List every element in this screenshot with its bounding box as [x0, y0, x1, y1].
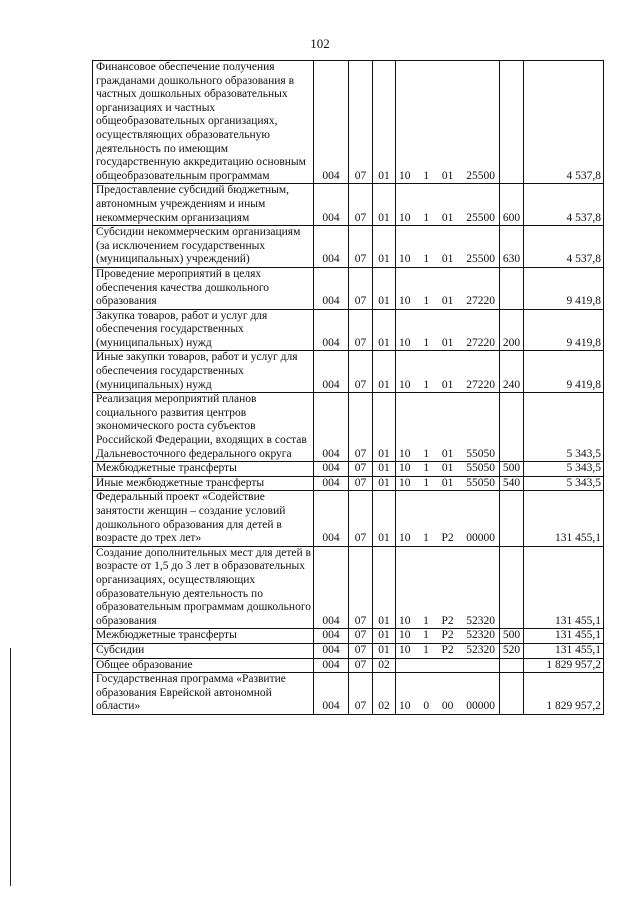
target-article-part: 1 — [423, 169, 430, 182]
target-article-code — [396, 546, 500, 629]
target-article-part: 10 — [399, 614, 411, 627]
table-row — [93, 61, 604, 184]
subsection-code: 01 — [373, 643, 396, 658]
subsection-code: 01 — [373, 226, 396, 268]
ministry-code: 004 — [314, 184, 349, 226]
target-article-part: 00 — [441, 700, 454, 713]
expense-type-code — [500, 546, 524, 629]
subsection-code: 01 — [373, 462, 396, 477]
row-name: Создание дополнительных мест для детей в возрасте от 1,5 до 3 лет в образовательных организациях, осуществляющих образовательную деятельность по образовательным программам дошкольного образования — [93, 546, 314, 629]
amount: 131 455,1 — [524, 643, 604, 658]
ministry-code: 004 — [314, 673, 349, 715]
row-name: Межбюджетные трансферты — [93, 462, 314, 477]
expense-type-code: 500 — [500, 462, 524, 477]
section-code: 07 — [349, 309, 373, 351]
expense-type-code — [500, 658, 524, 673]
amount: 1 829 957,2 — [524, 658, 604, 673]
section-code: 07 — [349, 629, 373, 644]
table-row — [93, 226, 604, 268]
target-article-part: 1 — [423, 336, 430, 349]
amount: 131 455,1 — [524, 629, 604, 644]
table-row — [93, 184, 604, 226]
target-article-part: 27220 — [466, 336, 495, 349]
target-article-part: 25500 — [466, 169, 495, 182]
subsection-code: 01 — [373, 629, 396, 644]
target-article-part: 1 — [423, 378, 430, 391]
target-article-part: 27220 — [466, 378, 495, 391]
table-row — [93, 546, 604, 629]
target-article-part: 52320 — [466, 643, 495, 656]
amount: 9 419,8 — [524, 351, 604, 393]
ministry-code: 004 — [314, 351, 349, 393]
table-row — [93, 643, 604, 658]
ministry-code: 004 — [314, 658, 349, 673]
amount: 4 537,8 — [524, 226, 604, 268]
target-article-part: 10 — [399, 700, 411, 713]
target-article-part: 1 — [423, 253, 430, 266]
target-article-part: 0 — [423, 700, 430, 713]
ministry-code: 004 — [314, 491, 349, 546]
target-article-part: 52320 — [466, 629, 495, 642]
target-article-part: 1 — [423, 211, 430, 224]
subsection-code: 01 — [373, 476, 396, 491]
target-article-part: P2 — [441, 643, 454, 656]
expense-type-code: 500 — [500, 629, 524, 644]
expense-type-code: 630 — [500, 226, 524, 268]
target-article-code — [396, 393, 500, 462]
subsection-code: 01 — [373, 184, 396, 226]
row-name: Закупка товаров, работ и услуг для обеспечения государственных (муниципальных) нужд — [93, 309, 314, 351]
target-article-part: 01 — [441, 378, 454, 391]
table-row — [93, 673, 604, 715]
row-name: Субсидии — [93, 643, 314, 658]
subsection-code: 01 — [373, 309, 396, 351]
expense-type-code: 240 — [500, 351, 524, 393]
expense-type-code — [500, 393, 524, 462]
ministry-code: 004 — [314, 462, 349, 477]
amount: 1 829 957,2 — [524, 673, 604, 715]
target-article-code — [396, 643, 500, 658]
expense-type-code — [500, 673, 524, 715]
amount: 9 419,8 — [524, 309, 604, 351]
section-code: 07 — [349, 184, 373, 226]
target-article-part: 00000 — [466, 700, 495, 713]
target-article-part: 01 — [441, 211, 454, 224]
section-code: 07 — [349, 226, 373, 268]
target-article-code — [396, 309, 500, 351]
target-article-part: 10 — [399, 629, 411, 642]
target-article-part: 01 — [441, 295, 454, 308]
amount: 4 537,8 — [524, 184, 604, 226]
ministry-code: 004 — [314, 309, 349, 351]
target-article-part: 1 — [423, 462, 430, 475]
subsection-code: 01 — [373, 546, 396, 629]
section-code: 07 — [349, 673, 373, 715]
subsection-code: 01 — [373, 61, 396, 184]
row-name: Иные межбюджетные трансферты — [93, 476, 314, 491]
ministry-code: 004 — [314, 267, 349, 309]
target-article-part: 55050 — [466, 476, 495, 489]
target-article-part: 10 — [399, 211, 411, 224]
target-article-part: P2 — [441, 532, 454, 545]
section-code: 07 — [349, 476, 373, 491]
target-article-code — [396, 476, 500, 491]
subsection-code: 01 — [373, 267, 396, 309]
target-article-part: 01 — [441, 476, 454, 489]
amount: 131 455,1 — [524, 546, 604, 629]
target-article-code — [396, 351, 500, 393]
amount: 5 343,5 — [524, 476, 604, 491]
table-row — [93, 393, 604, 462]
section-code: 07 — [349, 61, 373, 184]
expense-type-code — [500, 61, 524, 184]
table-row — [93, 309, 604, 351]
target-article-part: 01 — [441, 447, 454, 460]
table-row — [93, 476, 604, 491]
subsection-code: 01 — [373, 351, 396, 393]
row-name: Межбюджетные трансферты — [93, 629, 314, 644]
amount: 5 343,5 — [524, 462, 604, 477]
target-article-part: 10 — [399, 336, 411, 349]
ministry-code: 004 — [314, 546, 349, 629]
target-article-part: 1 — [423, 447, 430, 460]
section-code: 07 — [349, 351, 373, 393]
target-article-part: 1 — [423, 476, 430, 489]
subsection-code: 02 — [373, 658, 396, 673]
amount: 131 455,1 — [524, 491, 604, 546]
target-article-code — [396, 226, 500, 268]
target-article-part: 10 — [399, 462, 411, 475]
section-code: 07 — [349, 462, 373, 477]
target-article-part: 25500 — [466, 253, 495, 266]
target-article-part: 10 — [399, 476, 411, 489]
expense-type-code: 540 — [500, 476, 524, 491]
target-article-part: 52320 — [466, 614, 495, 627]
target-article-part: 10 — [399, 295, 411, 308]
row-name: Проведение мероприятий в целях обеспечения качества дошкольного образования — [93, 267, 314, 309]
target-article-part: 10 — [399, 643, 411, 656]
target-article-code — [396, 267, 500, 309]
row-name: Федеральный проект «Содействие занятости женщин – создание условий дошкольного образования для детей в возрасте до трех лет» — [93, 491, 314, 546]
expense-type-code — [500, 491, 524, 546]
target-article-part: 01 — [441, 253, 454, 266]
expense-type-code: 520 — [500, 643, 524, 658]
amount: 4 537,8 — [524, 61, 604, 184]
expense-type-code: 200 — [500, 309, 524, 351]
target-article-part: 10 — [399, 253, 411, 266]
target-article-part: 1 — [423, 643, 429, 656]
ministry-code: 004 — [314, 61, 349, 184]
target-article-part: 1 — [423, 295, 430, 308]
subsection-code: 01 — [373, 393, 396, 462]
section-code: 07 — [349, 643, 373, 658]
section-code: 07 — [349, 393, 373, 462]
target-article-code — [396, 658, 500, 673]
target-article-part: 10 — [399, 169, 411, 182]
target-article-part: 1 — [423, 532, 429, 545]
table-row — [93, 491, 604, 546]
row-name: Финансовое обеспечение получения гражданами дошкольного образования в частных дошкольных образовательных организациях и частных общеобразовательных организациях, осуществляющих образовательную деятельность по имеющим государственную аккредитацию основным общеобразовательным программам — [93, 61, 314, 184]
table-row — [93, 462, 604, 477]
margin-line — [10, 648, 11, 886]
target-article-part: 55050 — [466, 462, 495, 475]
target-article-part: 00000 — [466, 532, 495, 545]
target-article-part: 10 — [399, 532, 411, 545]
ministry-code: 004 — [314, 226, 349, 268]
target-article-part: 01 — [441, 169, 454, 182]
section-code: 07 — [349, 546, 373, 629]
target-article-part: 01 — [441, 462, 454, 475]
target-article-part: P2 — [441, 614, 454, 627]
amount: 9 419,8 — [524, 267, 604, 309]
table-row — [93, 267, 604, 309]
subsection-code: 01 — [373, 491, 396, 546]
row-name: Предоставление субсидий бюджетным, автономным учреждениям и иным некоммерческим организациям — [93, 184, 314, 226]
target-article-code — [396, 673, 500, 715]
target-article-part: 25500 — [466, 211, 495, 224]
row-name: Субсидии некоммерческим организациям (за исключением государственных (муниципальных) учреждений) — [93, 226, 314, 268]
target-article-part: 55050 — [466, 447, 495, 460]
target-article-part: 10 — [399, 378, 411, 391]
page-number: 102 — [310, 36, 330, 51]
row-name: Реализация мероприятий планов социального развития центров экономического роста субъектов Российской Федерации, входящих в состав Дальневосточного федерального округа — [93, 393, 314, 462]
row-name: Иные закупки товаров, работ и услуг для обеспечения государственных (муниципальных) нужд — [93, 351, 314, 393]
budget-table — [92, 60, 604, 715]
target-article-part: 10 — [399, 447, 411, 460]
target-article-code — [396, 184, 500, 226]
row-name: Общее образование — [93, 658, 314, 673]
section-code: 07 — [349, 658, 373, 673]
ministry-code: 004 — [314, 393, 349, 462]
ministry-code: 004 — [314, 629, 349, 644]
ministry-code: 004 — [314, 476, 349, 491]
target-article-part: 27220 — [466, 295, 495, 308]
table-row — [93, 629, 604, 644]
target-article-code — [396, 629, 500, 644]
ministry-code: 004 — [314, 643, 349, 658]
amount: 5 343,5 — [524, 393, 604, 462]
expense-type-code: 600 — [500, 184, 524, 226]
expense-type-code — [500, 267, 524, 309]
table-row — [93, 351, 604, 393]
target-article-code — [396, 491, 500, 546]
subsection-code: 02 — [373, 673, 396, 715]
target-article-part: P2 — [441, 629, 454, 642]
target-article-part: 1 — [423, 629, 429, 642]
target-article-code — [396, 462, 500, 477]
table-row — [93, 658, 604, 673]
target-article-part: 1 — [423, 614, 429, 627]
target-article-code — [396, 61, 500, 184]
row-name: Государственная программа «Развитие образования Еврейской автономной области» — [93, 673, 314, 715]
section-code: 07 — [349, 267, 373, 309]
section-code: 07 — [349, 491, 373, 546]
target-article-part: 01 — [441, 336, 454, 349]
